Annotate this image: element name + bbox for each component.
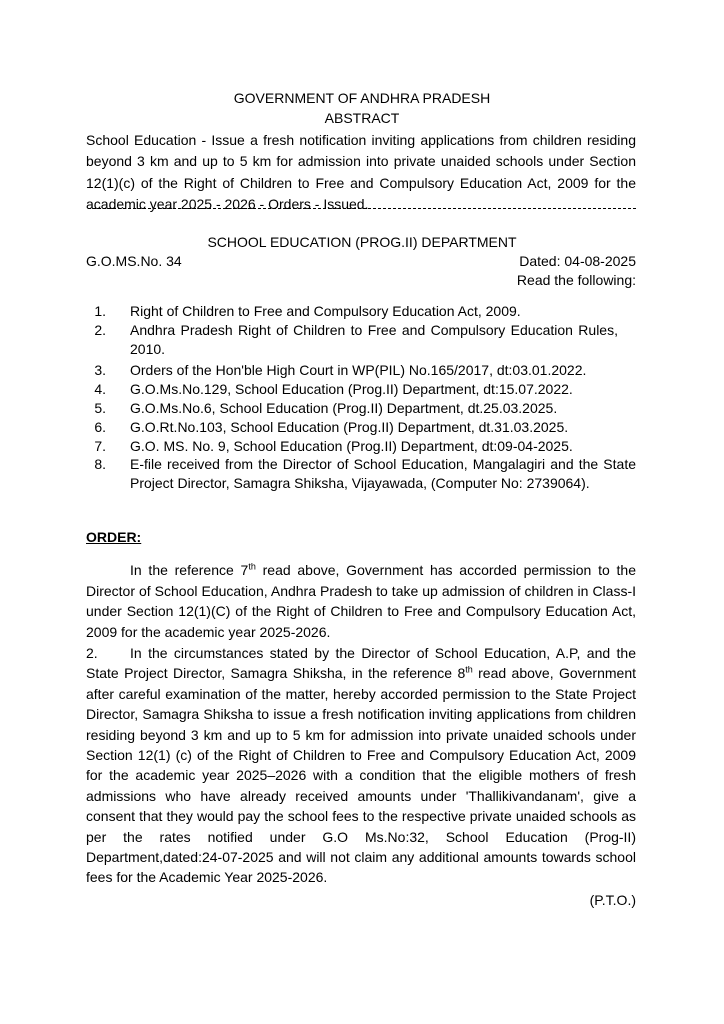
department-title: SCHOOL EDUCATION (PROG.II) DEPARTMENT	[207, 234, 517, 250]
para2-superscript: th	[465, 664, 473, 675]
go-date: Dated: 04-08-2025	[519, 253, 636, 269]
reference-number: 7.	[94, 437, 106, 454]
reference-text: G.O.Ms.No.6, School Education (Prog.II) Department, dt.25.03.2025.	[130, 399, 558, 416]
reference-text: E-file received from the Director of School Education, Mangalagiri and the State Project Director, Samagra Shiksha, Vijayawada, (Computer No: 2739064).	[130, 456, 636, 492]
reference-text: G.O. MS. No. 9, School Education (Prog.II) Department, dt:09-04-2025.	[130, 437, 573, 454]
reference-number: 5.	[94, 399, 106, 416]
reference-text: Orders of the Hon'ble High Court in WP(PIL) No.165/2017, dt:03.01.2022.	[130, 362, 587, 379]
para2-text-start: In the circumstances stated by the Director of School Education, A.P, and the State Project Director, Samagra Shiksha, in the reference 8	[86, 645, 636, 682]
reference-item	[86, 418, 636, 437]
references-list	[86, 302, 636, 493]
reference-text: G.O.Ms.No.129, School Education (Prog.II) Department, dt:15.07.2022.	[130, 381, 573, 398]
reference-number: 1.	[94, 303, 106, 319]
reference-item	[86, 455, 636, 493]
para2-text-end: read above, Government after careful examination of the matter, hereby accorded permission to the State Project Director, Samagra Shiksha to issue a fresh notification inviting applications from children residing beyond 3 km and up to 5 km for admission into private unaided schools under Section 12(1) (c) of the Right of Children to Free and Compulsory Education Act, 2009 for the academic year 2025–2026 with a condition that the eligible mothers of fresh admissions who have already received amounts under 'Thallikivandanam', give a consent that they would pay the school fees to the respective private unaided schools as per the rates notified under G.O Ms.No:32, School Education (Prog-II) Department,dated:24-07-2025 and will not claim any additional amounts towards school fees for the Academic Year 2025-2026.	[86, 665, 637, 886]
para1-text-start: In the reference 7	[130, 562, 249, 578]
read-following-label: Read the following:	[516, 272, 636, 288]
reference-number: 6.	[94, 418, 106, 435]
reference-number: 3.	[94, 362, 106, 379]
reference-item	[86, 302, 636, 321]
abstract-title: ABSTRACT	[324, 110, 400, 126]
reference-number: 2.	[94, 321, 106, 338]
reference-item	[86, 361, 636, 380]
go-number: G.O.MS.No. 34	[86, 253, 182, 269]
reference-text: Andhra Pradesh Right of Children to Free and Compulsory Education Rules, 2010.	[130, 321, 618, 357]
para1-text-end: read above, Government has accorded permission to the Director of School Education, Andhra Pradesh to take up admission of children in Class-I under Section 12(1)(C) of the Right of Children to Free and Compulsory Education Act, 2009 for the academic year 2025-2026.	[86, 562, 636, 640]
reference-number: 4.	[94, 381, 106, 398]
order-heading: ORDER:	[86, 529, 142, 545]
government-title: GOVERNMENT OF ANDHRA PRADESH	[233, 90, 491, 106]
reference-item	[86, 399, 636, 418]
reference-item	[86, 321, 636, 359]
reference-item	[86, 437, 636, 456]
para1-superscript: th	[248, 561, 256, 572]
go-row	[86, 251, 636, 271]
order-paragraph-1	[86, 560, 636, 642]
order-paragraph-2	[86, 643, 636, 888]
reference-item	[86, 380, 636, 399]
reference-text: G.O.Rt.No.103, School Education (Prog.II) Department, dt.31.03.2025.	[130, 418, 569, 435]
abstract-subject: School Education - Issue a fresh notification inviting applications from children residing beyond 3 km and up to 5 km for admission into private unaided schools under Section 12(1)(c) of the Right of Children to Free and Compulsory Education Act, 2009 for the academic year 2025 - 2026 - Orders - Issued.	[86, 132, 636, 212]
dashed-divider	[88, 208, 636, 209]
pto-marker: (P.T.O.)	[589, 892, 636, 908]
reference-text: Right of Children to Free and Compulsory Education Act, 2009.	[130, 303, 521, 319]
para2-number: 2.	[86, 645, 98, 661]
reference-number: 8.	[94, 456, 106, 473]
